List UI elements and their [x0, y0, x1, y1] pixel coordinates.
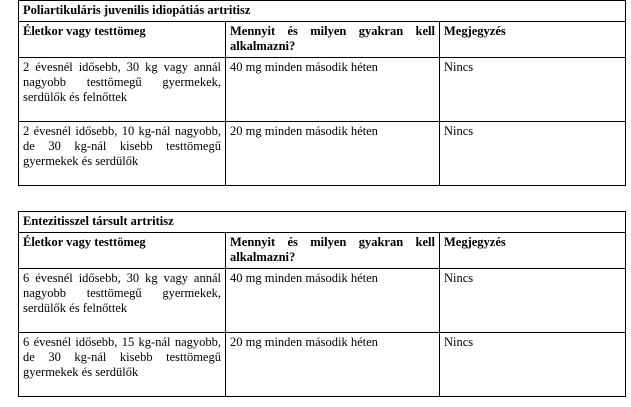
- cell-note: Nincs: [440, 269, 626, 333]
- table-title-row: [19, 1, 626, 22]
- cell-age: 2 évesnél idősebb, 30 kg vagy annál nagyobb testtömegű gyermekek, serdülők és felnőttek: [19, 58, 226, 122]
- table-header-row: [19, 233, 626, 269]
- header-note: Megjegyzés: [440, 233, 626, 269]
- header-dose: Mennyit és milyen gyakran kell alkalmazni?: [226, 22, 440, 58]
- table-header-row: [19, 22, 626, 58]
- table-row: [19, 269, 626, 333]
- dosing-table-era: [18, 211, 626, 397]
- table-row: [19, 122, 626, 186]
- header-dose: Mennyit és milyen gyakran kell alkalmazni?: [226, 233, 440, 269]
- header-note: Megjegyzés: [440, 22, 626, 58]
- cell-age: 6 évesnél idősebb, 30 kg vagy annál nagyobb testtömegű gyermekek, serdülők és felnőttek: [19, 269, 226, 333]
- cell-dose: 20 mg minden második héten: [226, 122, 440, 186]
- cell-age: 2 évesnél idősebb, 10 kg-nál nagyobb, de 30 kg-nál kisebb testtömegű gyermekek és serdülők: [19, 122, 226, 186]
- table-title-row: [19, 212, 626, 233]
- table-title: Poliartikuláris juvenilis idiopátiás artritisz: [19, 1, 626, 22]
- cell-dose: 20 mg minden második héten: [226, 333, 440, 397]
- cell-note: Nincs: [440, 122, 626, 186]
- cell-note: Nincs: [440, 58, 626, 122]
- dosing-table-pjia: [18, 0, 626, 186]
- cell-note: Nincs: [440, 333, 626, 397]
- header-age: Életkor vagy testtömeg: [19, 22, 226, 58]
- cell-age: 6 évesnél idősebb, 15 kg-nál nagyobb, de 30 kg-nál kisebb testtömegű gyermekek és serdülők: [19, 333, 226, 397]
- table-row: [19, 58, 626, 122]
- cell-dose: 40 mg minden második héten: [226, 269, 440, 333]
- table-title: Entezitisszel társult artritisz: [19, 212, 626, 233]
- cell-dose: 40 mg minden második héten: [226, 58, 440, 122]
- table-row: [19, 333, 626, 397]
- header-age: Életkor vagy testtömeg: [19, 233, 226, 269]
